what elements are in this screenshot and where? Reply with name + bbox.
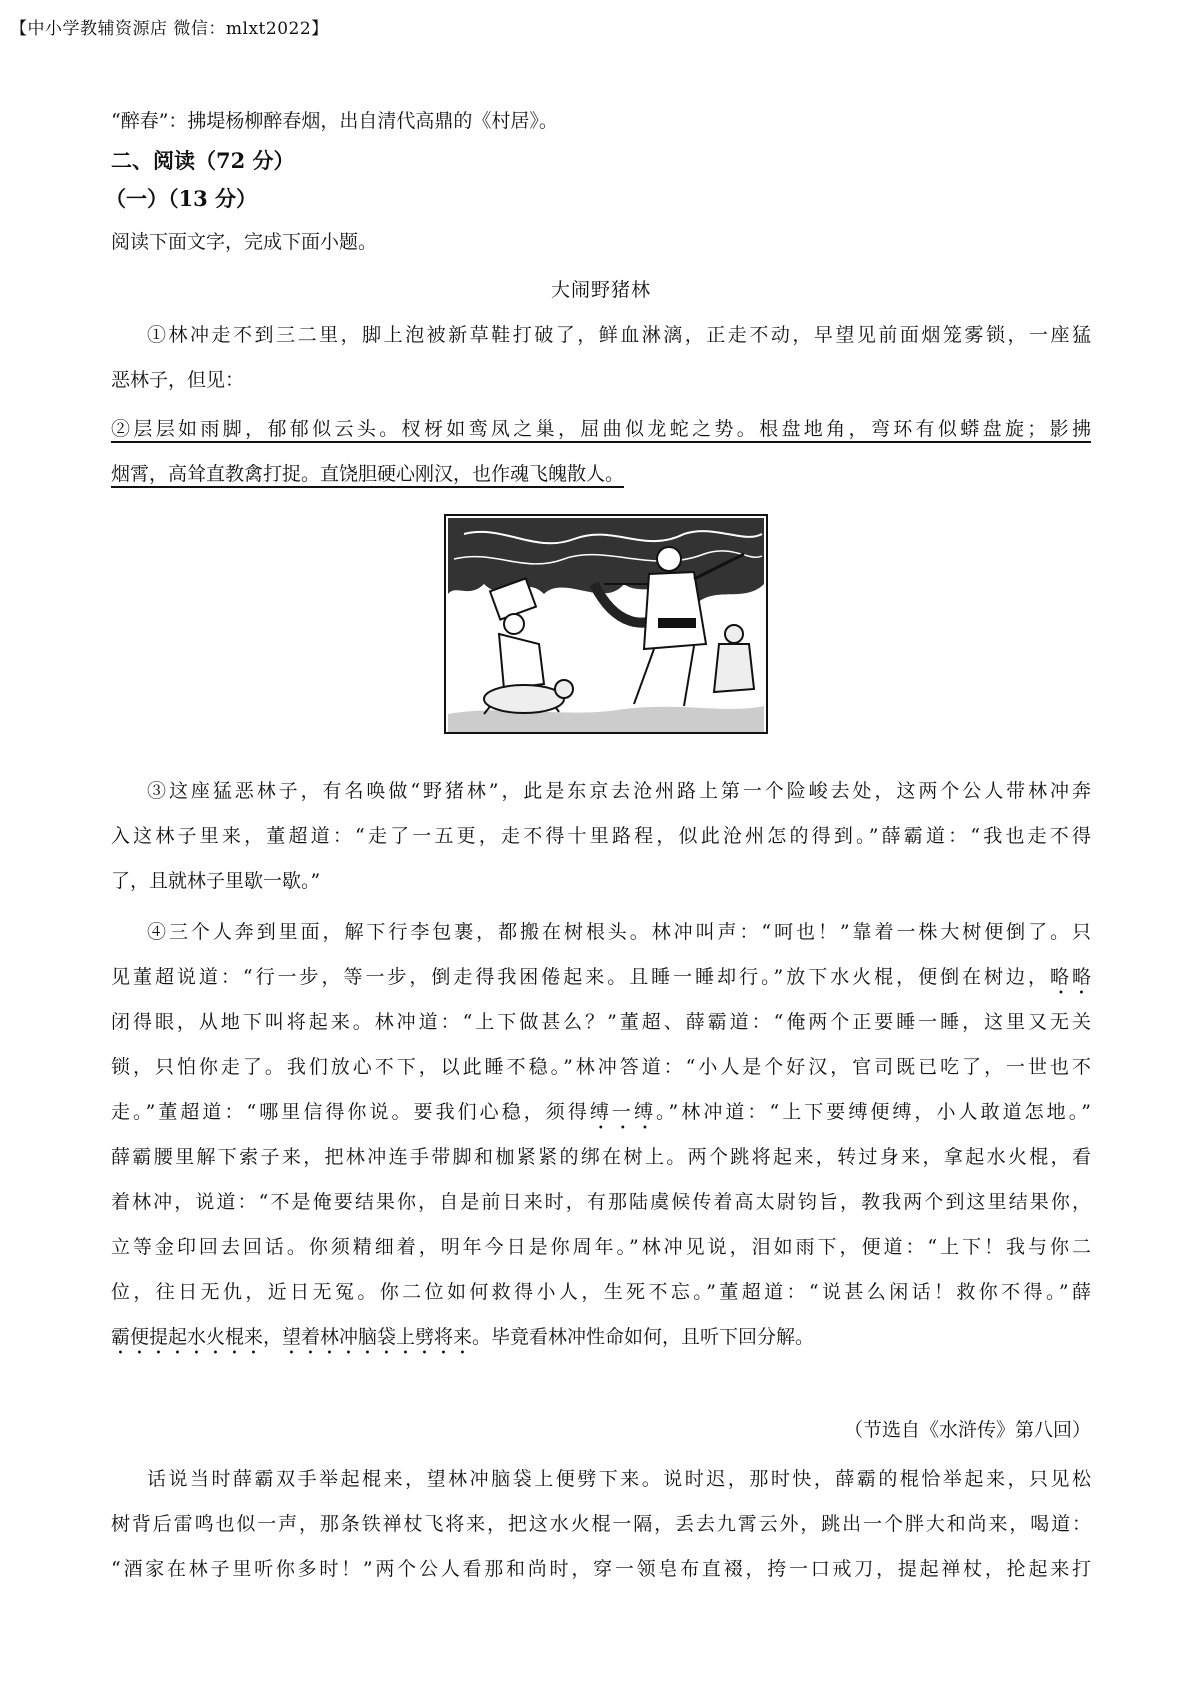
article-title: 大闹野猪林	[550, 279, 651, 301]
underlined-passage-line-1: ②层层如雨脚，郁郁似云头。杈枒如鸾凤之巢，屈曲似龙蛇之势。根盘地角，弯环有似蟒盘旋；影拂	[111, 418, 1091, 440]
emphasized-word-fuyifu: 缚一缚	[589, 1101, 656, 1123]
source-citation: （节选自《水浒传》第八回）	[843, 1419, 1091, 1441]
woodcut-illustration	[444, 514, 768, 734]
underlined-passage-line-2: 烟霄，高耸直教禽打捉。直饶胆硬心刚汉，也作魂飞魄散人。	[111, 463, 625, 485]
emphasized-sentence: 霸便提起水火棍来，望着林冲脑袋上劈将来	[111, 1326, 473, 1348]
page-header: 【中小学教辅资源店 微信：mlxt2022】	[10, 19, 329, 39]
emphasized-word-lueluo: 略略	[1050, 966, 1091, 988]
